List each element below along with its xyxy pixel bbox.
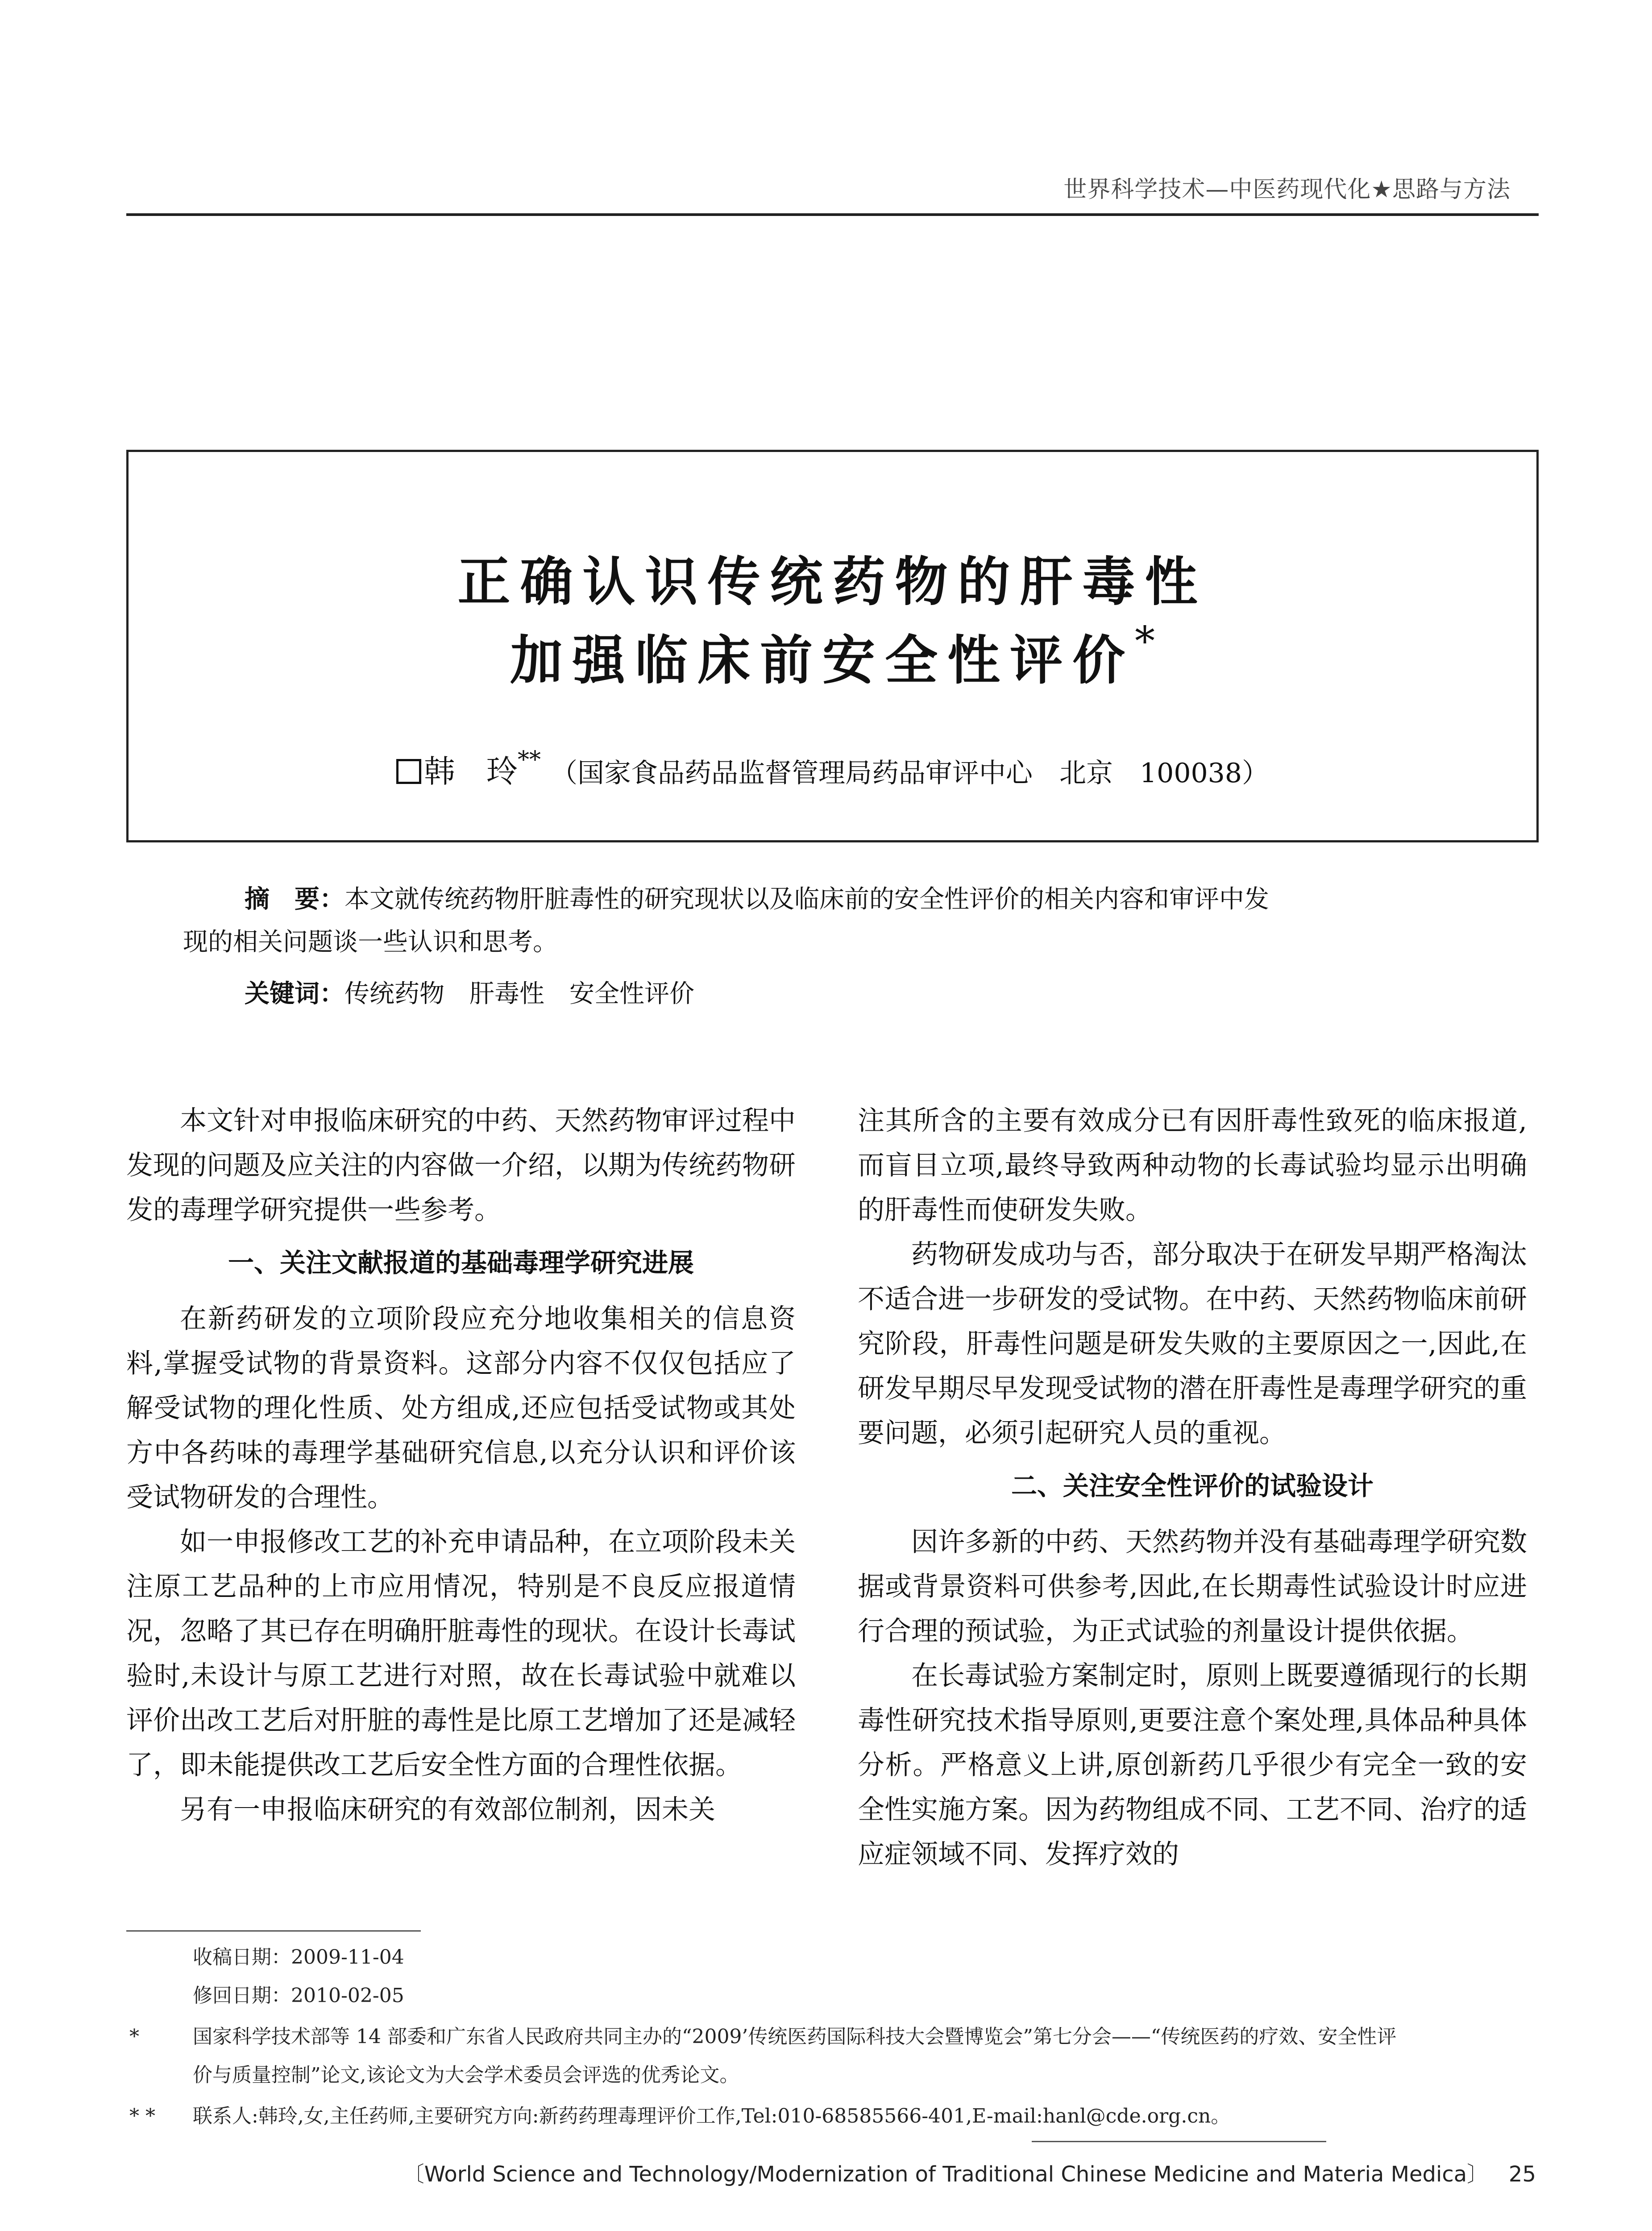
- title-line-2-text: 加强临床前安全性评价: [510, 629, 1135, 691]
- received-date: 收稿日期：2009-11-04: [193, 1946, 404, 1969]
- title-footnote-mark: *: [1135, 618, 1155, 665]
- keywords-line: [245, 973, 694, 1016]
- section-heading-2: 二、关注安全性评价的试验设计: [1011, 1471, 1374, 1501]
- box-square-icon: [396, 759, 421, 784]
- keywords-text: 传统药物 肝毒性 安全性评价: [345, 979, 694, 1008]
- author-affiliation: （国家食品药品监督管理局药品审评中心 北京 100038）: [550, 758, 1269, 789]
- author-footnote-mark: **: [517, 746, 541, 773]
- author-line: [129, 746, 1536, 792]
- author-name: 韩 玲: [423, 753, 518, 790]
- abstract-label: 摘 要：: [245, 885, 345, 914]
- keywords-label: 关键词：: [245, 979, 345, 1008]
- left-column: [126, 1099, 796, 1832]
- abstract-line-2: 现的相关问题谈一些认识和思考。: [183, 928, 558, 957]
- footnote-1-line-2: 价与质量控制”论文,该论文为大会学术委员会评选的优秀论文。: [193, 2064, 739, 2086]
- revised-date: 修回日期：2010-02-05: [193, 1984, 404, 2007]
- header-rule: [126, 213, 1539, 216]
- section-heading-1: 一、关注文献报道的基础毒理学研究进展: [228, 1248, 694, 1278]
- left-paragraph-3: 如一申报修改工艺的补充申请品种，在立项阶段未关注原工艺品种的上市应用情况，特别是不良反应报道情况，忽略了其已存在明确肝脏毒性的现状。在设计长毒试验时,未设计与原工艺进行对照，故在长毒试验中就难以评价出改工艺后对肝脏的毒性是比原工艺增加了还是减轻了，即未能提供改工艺后安全性方面的合理性依据。: [126, 1526, 796, 1781]
- title-line-2: [129, 618, 1536, 694]
- right-paragraph-4: 在长毒试验方案制定时，原则上既要遵循现行的长期毒性研究技术指导原则,更要注意个案处理,具体品种具体分析。严格意义上讲,原创新药几乎很少有完全一致的安全性实施方案。因为药物组成不同、工艺不同、治疗的适应症领域不同、发挥疗效的: [858, 1660, 1527, 1870]
- journal-footer: [403, 2157, 1536, 2188]
- left-paragraph-2: 在新药研发的立项阶段应充分地收集相关的信息资料,掌握受试物的背景资料。这部分内容不仅仅包括应了解受试物的理化性质、处方组成,还应包括受试物或其处方中各药味的毒理学基础研究信息,以充分认识和评价该受试物研发的合理性。: [126, 1303, 796, 1513]
- left-paragraph-4: 另有一申报临床研究的有效部位制剂，因未关: [180, 1794, 715, 1825]
- page-number: 25: [1508, 2162, 1536, 2187]
- footnote-rule: [126, 1930, 421, 1932]
- abstract-line-1: [245, 878, 1269, 921]
- right-paragraph-1: 注其所含的主要有效成分已有因肝毒性致死的临床报道,而盲目立项,最终导致两种动物的长毒试验均显示出明确的肝毒性而使研发失败。: [858, 1105, 1527, 1226]
- right-paragraph-2: 药物研发成功与否，部分取决于在研发早期严格淘汰不适合进一步研发的受试物。在中药、天然药物临床前研究阶段，肝毒性问题是研发失败的主要原因之一,因此,在研发早期尽早发现受试物的潜在肝毒性是毒理学研究的重要问题，必须引起研究人员的重视。: [858, 1239, 1527, 1449]
- footnote-2-text: 联系人:韩玲,女,主任药师,主要研究方向:新药药理毒理评价工作,Tel:010-68585566-401,E-mail:hanl@cde.org.cn。: [193, 2105, 1231, 2127]
- running-header: 世界科学技术—中医药现代化★思路与方法: [1063, 176, 1511, 203]
- right-column: [858, 1099, 1527, 1877]
- footnote-2-mark: * *: [129, 2105, 155, 2127]
- title-box: [126, 450, 1539, 842]
- left-paragraph-1: 本文针对申报临床研究的中药、天然药物审评过程中发现的问题及应关注的内容做一介绍，以期为传统药物研发的毒理学研究提供一些参考。: [126, 1105, 796, 1226]
- footnote-1-line-1: 国家科学技术部等 14 部委和广东省人民政府共同主办的“2009’传统医药国际科技大会暨博览会”第七分会——“传统医药的疗效、安全性评: [193, 2025, 1397, 2048]
- right-paragraph-3: 因许多新的中药、天然药物并没有基础毒理学研究数据或背景资料可供参考,因此,在长期毒性试验设计时应进行合理的预试验，为正式试验的剂量设计提供依据。: [858, 1526, 1527, 1647]
- footer-rule: [1032, 2141, 1326, 2142]
- footnote-1-mark: *: [129, 2025, 139, 2048]
- journal-name: 〔World Science and Technology/Modernization of Traditional Chinese Medicine and Materia Medica〕: [403, 2162, 1489, 2187]
- abstract-text-1: 本文就传统药物肝脏毒性的研究现状以及临床前的安全性评价的相关内容和审评中发: [345, 885, 1269, 914]
- title-line-1: 正确认识传统药物的肝毒性: [457, 551, 1208, 613]
